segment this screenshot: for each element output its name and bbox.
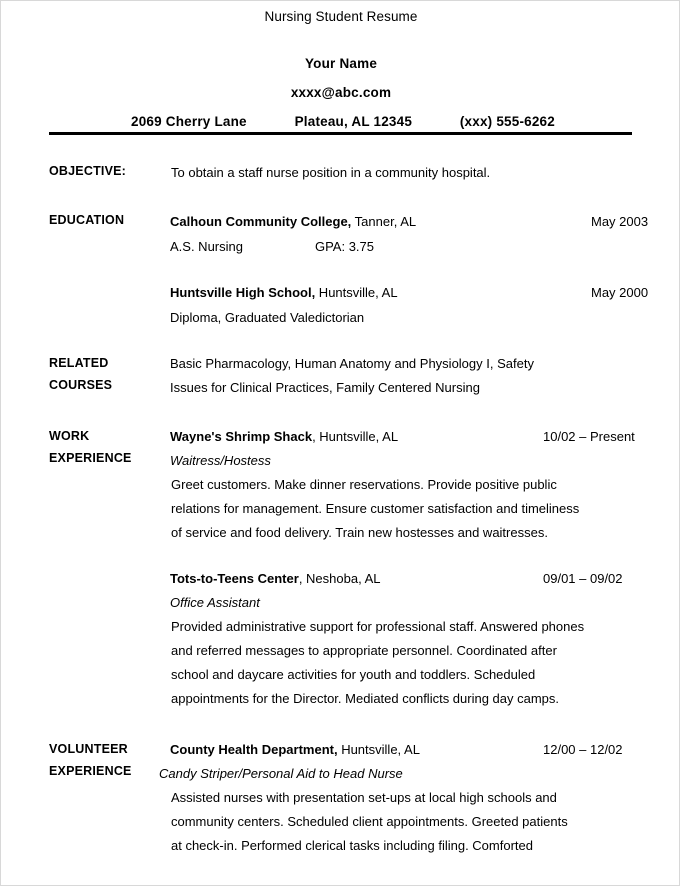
section-label-objective: OBJECTIVE:: [49, 164, 127, 178]
volunteer-description-line: Assisted nurses with presentation set-ups at local high schools and: [171, 790, 557, 805]
phone-number: (xxx) 555-6262: [459, 114, 555, 129]
work-role: Office Assistant: [170, 595, 260, 610]
volunteer-employer-row: [159, 738, 633, 762]
objective-body: [159, 160, 633, 185]
work-entry-2: [159, 567, 633, 711]
applicant-name: Your Name: [304, 56, 378, 71]
section-work-experience: [49, 425, 633, 545]
section-label-experience: EXPERIENCE: [49, 451, 132, 465]
volunteer-description-line: community centers. Scheduled client appointments. Greeted patients: [171, 814, 568, 829]
work-description-line: Provided administrative support for professional staff. Answered phones: [171, 619, 585, 634]
section-label-volunteer: VOLUNTEER: [49, 742, 128, 756]
education-location: Huntsville, AL: [315, 285, 398, 300]
volunteer-date: 12/00 – 12/02: [543, 742, 623, 757]
section-work-experience-2: [49, 567, 633, 711]
section-education: [49, 209, 649, 259]
work-date: 09/01 – 09/02: [543, 571, 623, 586]
page-title: Nursing Student Resume: [264, 9, 418, 24]
education-degree: A.S. Nursing: [170, 239, 243, 254]
work-role: Waitress/Hostess: [170, 453, 271, 468]
volunteer-description-line: at check-in. Performed clerical tasks including filing. Comforted: [171, 838, 533, 853]
city-state-zip: Plateau, AL 12345: [294, 114, 413, 129]
work-location: , Huntsville, AL: [312, 429, 399, 444]
education-body-2: [159, 280, 649, 330]
work-employer: Wayne's Shrimp Shack: [170, 429, 313, 444]
resume-header: [49, 56, 633, 129]
education-location: Tanner, AL: [351, 214, 417, 229]
education-date: May 2000: [591, 285, 649, 300]
street-address: 2069 Cherry Lane: [131, 114, 247, 129]
work-description-line: relations for management. Ensure customer satisfaction and timeliness: [171, 501, 580, 516]
work-date: 10/02 – Present: [543, 429, 635, 444]
header-divider: [49, 132, 632, 135]
course-line: Issues for Clinical Practices, Family Centered Nursing: [170, 380, 480, 395]
contact-row: [49, 114, 633, 129]
related-courses-body: [159, 352, 633, 400]
work-employer-row: [159, 425, 633, 449]
education-degree-row: [159, 305, 633, 330]
work-employer: Tots-to-Teens Center: [170, 571, 299, 586]
work-description-line: appointments for the Director. Mediated conflicts during day camps.: [171, 691, 560, 706]
education-entry: [159, 280, 649, 305]
volunteer-role: Candy Striper/Personal Aid to Head Nurse: [159, 766, 403, 781]
section-objective: [49, 160, 633, 185]
section-label-related: RELATED: [49, 356, 109, 370]
section-label-experience: EXPERIENCE: [49, 764, 132, 778]
education-degree: Diploma, Graduated Valedictorian: [170, 310, 365, 325]
objective-text: To obtain a staff nurse position in a community hospital.: [171, 165, 491, 180]
section-education-secondary: [49, 280, 649, 330]
section-label-work: WORK: [49, 429, 90, 443]
work-description-line: school and daycare activities for youth and toddlers. Scheduled: [171, 667, 536, 682]
work-employer-row: [159, 567, 633, 591]
section-label-education: EDUCATION: [49, 213, 125, 227]
volunteer-entry-1: [159, 738, 633, 858]
section-label-courses: COURSES: [49, 378, 113, 392]
course-line: Basic Pharmacology, Human Anatomy and Physiology I, Safety: [170, 356, 534, 371]
education-school: Calhoun Community College,: [170, 214, 352, 229]
work-description-line: and referred messages to appropriate personnel. Coordinated after: [171, 643, 557, 658]
education-body: [159, 209, 649, 259]
section-related-courses: [49, 352, 633, 400]
applicant-email: xxxx@abc.com: [290, 85, 392, 100]
education-entry: [159, 209, 649, 234]
work-location: , Neshoba, AL: [298, 571, 381, 586]
education-school: Huntsville High School,: [170, 285, 316, 300]
work-description-line: Greet customers. Make dinner reservations. Provide positive public: [171, 477, 557, 492]
work-description-line: of service and food delivery. Train new hostesses and waitresses.: [171, 525, 548, 540]
volunteer-location: Huntsville, AL: [337, 742, 420, 757]
education-date: May 2003: [591, 214, 649, 229]
volunteer-employer: County Health Department,: [170, 742, 338, 757]
education-degree-row: [159, 234, 633, 259]
section-volunteer-experience: [49, 738, 633, 858]
education-gpa: GPA: 3.75: [314, 239, 374, 254]
work-entry-1: [159, 425, 633, 545]
